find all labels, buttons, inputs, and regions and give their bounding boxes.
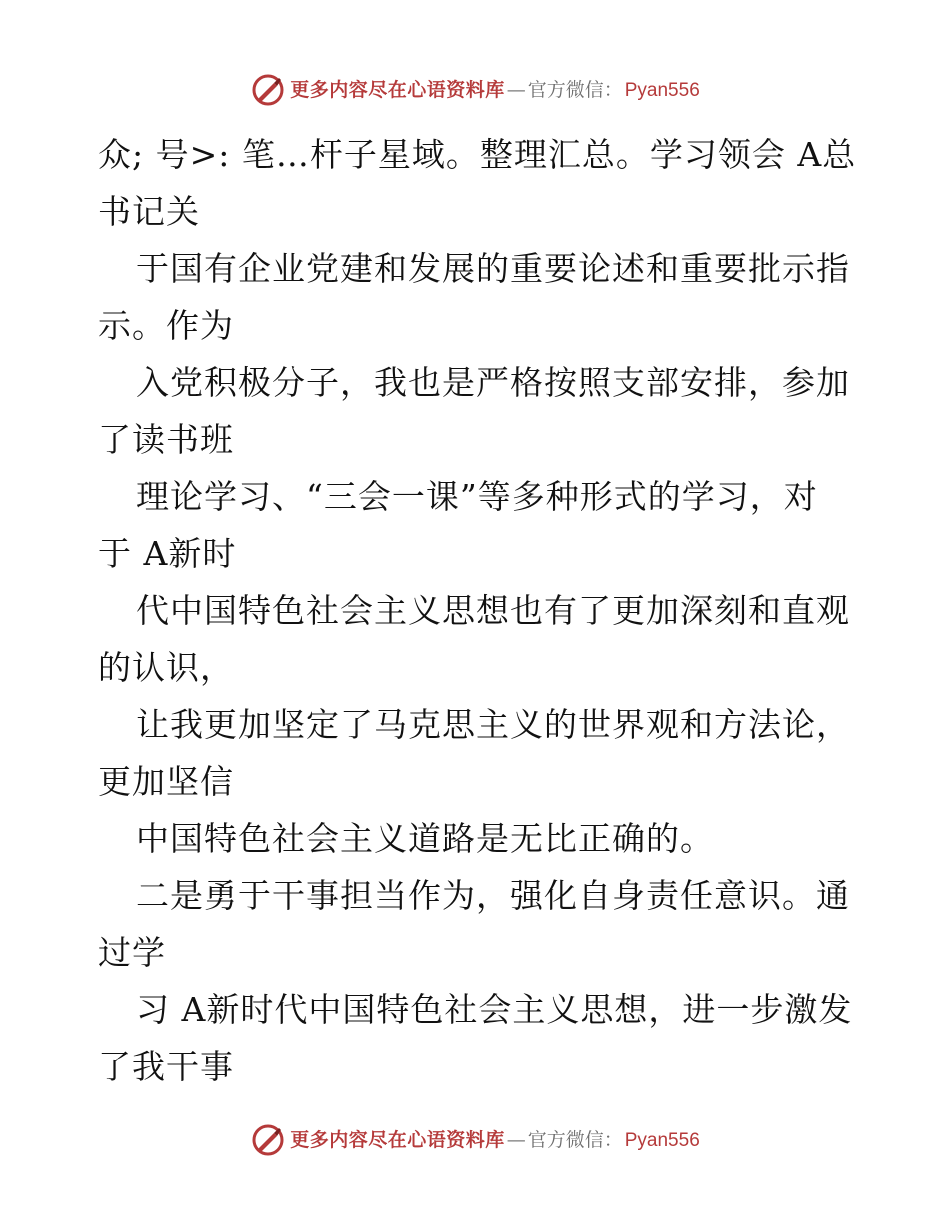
watermark-wechat-id: Pyan556 [624, 1129, 700, 1151]
watermark-main-text: 更多内容尽在心语资料库 [290, 78, 505, 101]
text-line: 的认识， [98, 648, 234, 687]
pen-logo-icon [250, 1122, 286, 1158]
text-line: 中国特色社会主义道路是无比正确的。 [136, 819, 714, 858]
text-line: 过学 [98, 933, 166, 972]
text-line: 示。作为 [98, 306, 234, 345]
text-line: 理论学习、“三会一课”等多种形式的学习，对 [136, 477, 818, 516]
document-body [98, 126, 868, 1095]
watermark-wechat-label: 官方微信： [527, 1128, 623, 1151]
text-line: 让我更加坚定了马克思主义的世界观和方法论， [136, 705, 850, 744]
watermark-wechat-label: 官方微信： [527, 78, 623, 101]
text-line: 于国有企业党建和发展的重要论述和重要批示指 [136, 249, 850, 288]
watermark-main-text: 更多内容尽在心语资料库 [290, 1128, 505, 1151]
text-line: 入党积极分子，我也是严格按照支部安排，参加 [136, 363, 850, 402]
text-line: 代中国特色社会主义思想也有了更加深刻和直观 [136, 591, 850, 630]
watermark-footer [0, 1120, 950, 1160]
text-line: 了读书班 [98, 420, 234, 459]
text-line: 更加坚信 [98, 762, 234, 801]
text-line: 了我干事 [98, 1047, 234, 1086]
watermark-dash: — [506, 1128, 526, 1151]
watermark-wechat-id: Pyan556 [624, 79, 700, 101]
watermark-header [0, 70, 950, 110]
pen-logo-icon [250, 72, 286, 108]
text-line: 二是勇于干事担当作为，强化自身责任意识。通 [136, 876, 850, 915]
text-line: 于 A新时 [98, 534, 237, 573]
text-line: 习 A新时代中国特色社会主义思想，进一步激发 [136, 990, 853, 1029]
text-line: 众; 号>: 笔…杆子星域。整理汇总。学习领会 A总 [98, 135, 857, 174]
text-line: 书记关 [98, 192, 200, 231]
watermark-dash: — [506, 78, 526, 101]
